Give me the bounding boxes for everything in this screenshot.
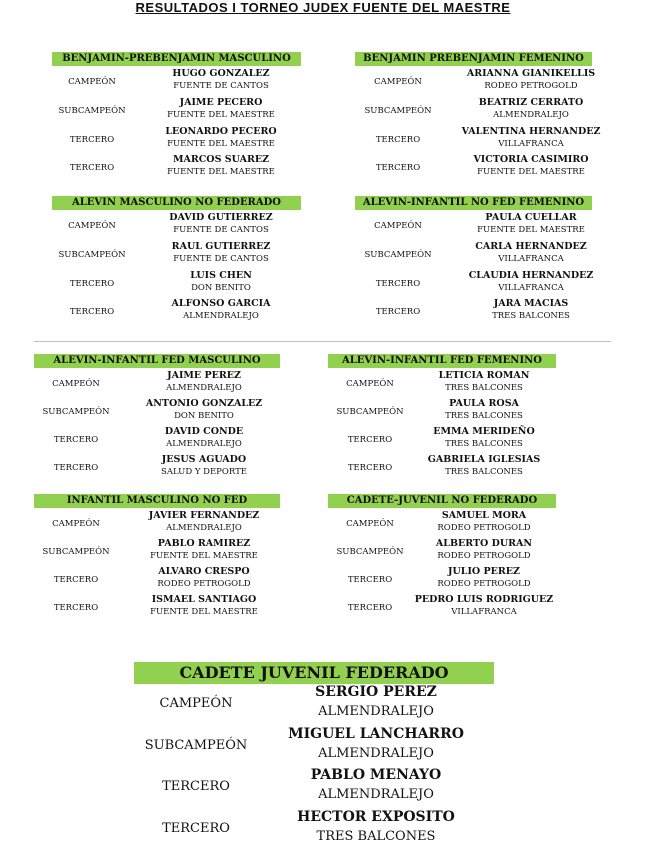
athlete-name: DAVID GUTIERREZ <box>169 212 273 223</box>
athlete-club: RODEO PETROGOLD <box>437 579 531 589</box>
result-row <box>34 508 290 536</box>
category-header: BENJAMIN-PREBENJAMIN MASCULINO <box>52 52 301 66</box>
result-position: CAMPEÓN <box>346 519 394 529</box>
result-position: TERCERO <box>162 820 230 836</box>
athlete-name: LEONARDO PECERO <box>165 125 277 137</box>
result-position: CAMPEÓN <box>52 519 100 529</box>
athlete-club: VILLAFRANCA <box>451 607 517 617</box>
athlete-club: VILLAFRANCA <box>498 282 564 293</box>
section-divider <box>34 341 611 342</box>
athlete-club: ALMENDRALEJO <box>183 311 259 322</box>
result-row <box>328 396 556 424</box>
athlete-club: TRES BALCONES <box>316 828 436 844</box>
result-row <box>52 124 302 153</box>
result-position: TERCERO <box>375 307 421 318</box>
category-header: BENJAMIN PREBENJAMIN FEMENINO <box>355 52 592 66</box>
result-row <box>328 508 556 536</box>
athlete-name: HUGO GONZALEZ <box>172 68 270 79</box>
result-position: SUBCAMPEÓN <box>364 249 432 260</box>
athlete-name: JARA MACIAS <box>493 298 569 310</box>
athlete-name: PEDRO LUIS RODRIGUEZ <box>414 594 554 605</box>
athlete-club: FUENTE DEL MAESTRE <box>477 167 585 178</box>
result-position: TERCERO <box>375 134 421 145</box>
result-row <box>328 368 556 396</box>
athlete-name: JAIME PECERO <box>179 96 263 108</box>
result-position: CAMPEÓN <box>374 77 422 87</box>
athlete-club: TRES BALCONES <box>445 411 523 421</box>
result-position: TERCERO <box>53 603 99 613</box>
athlete-name: HECTOR EXPOSITO <box>297 808 455 825</box>
athlete-name: CLAUDIA HERNANDEZ <box>468 269 594 281</box>
result-row <box>34 424 290 452</box>
athlete-club: ALMENDRALEJO <box>166 383 242 393</box>
result-row <box>52 239 302 268</box>
result-position: TERCERO <box>53 435 99 445</box>
category-block <box>52 196 302 325</box>
athlete-club: VILLAFRANCA <box>498 138 564 149</box>
athlete-club: ALMENDRALEJO <box>166 523 242 533</box>
athlete-club: FUENTE DE CANTOS <box>173 225 269 235</box>
athlete-name: BEATRIZ CERRATO <box>478 96 584 108</box>
result-position: TERCERO <box>347 463 393 473</box>
athlete-club: DON BENITO <box>191 282 251 293</box>
athlete-club: FUENTE DEL MAESTRE <box>150 551 258 561</box>
category-header: ALEVIN-INFANTIL FED FEMENINO <box>328 354 556 368</box>
result-row <box>34 368 290 396</box>
result-position: CAMPEÓN <box>68 77 116 87</box>
result-row <box>34 564 290 592</box>
result-position: CAMPEÓN <box>52 379 100 389</box>
athlete-club: ALMENDRALEJO <box>166 439 242 449</box>
athlete-club: FUENTE DEL MAESTRE <box>167 138 275 149</box>
athlete-club: FUENTE DEL MAESTRE <box>477 225 585 235</box>
athlete-club: ALMENDRALEJO <box>493 109 569 120</box>
category-block <box>328 494 556 620</box>
athlete-name: ARIANNA GIANIKELLIS <box>466 68 596 79</box>
category-header: CADETE JUVENIL FEDERADO <box>134 662 494 684</box>
category-header: ALEVIN MASCULINO NO FEDERADO <box>52 196 301 210</box>
athlete-name: JULIO PEREZ <box>448 566 520 577</box>
athlete-name: SERGIO PEREZ <box>315 684 437 700</box>
athlete-club: FUENTE DEL MAESTRE <box>150 607 258 617</box>
result-row <box>355 152 621 181</box>
athlete-club: FUENTE DE CANTOS <box>173 81 269 91</box>
athlete-name: MIGUEL LANCHARRO <box>288 725 464 742</box>
result-row <box>52 296 302 325</box>
result-position: SUBCAMPEÓN <box>58 105 126 116</box>
athlete-name: CARLA HERNANDEZ <box>475 240 587 252</box>
athlete-club: RODEO PETROGOLD <box>437 551 531 561</box>
category-block <box>34 354 290 480</box>
athlete-name: ALBERTO DURAN <box>435 538 533 549</box>
result-row <box>134 726 494 768</box>
athlete-club: RODEO PETROGOLD <box>484 81 578 91</box>
category-header: ALEVIN-INFANTIL NO FED FEMENINO <box>355 196 592 210</box>
result-row <box>52 152 302 181</box>
result-position: SUBCAMPEÓN <box>58 249 126 260</box>
athlete-name: LETICIA ROMAN <box>438 370 530 381</box>
athlete-name: JAIME PEREZ <box>167 370 241 381</box>
category-header: INFANTIL MASCULINO NO FED <box>34 494 280 508</box>
athlete-club: VILLAFRANCA <box>498 253 564 264</box>
category-block <box>134 662 494 850</box>
result-row <box>134 684 494 726</box>
result-row <box>355 66 621 95</box>
result-row <box>328 424 556 452</box>
result-position: TERCERO <box>53 463 99 473</box>
result-position: SUBCAMPEÓN <box>144 737 248 753</box>
result-position: SUBCAMPEÓN <box>336 547 404 557</box>
athlete-name: ANTONIO GONZALEZ <box>145 398 263 409</box>
athlete-name: SAMUEL MORA <box>441 510 527 521</box>
result-position: CAMPEÓN <box>346 379 394 389</box>
result-row <box>355 239 621 268</box>
athlete-club: FUENTE DE CANTOS <box>173 253 269 264</box>
category-block <box>34 494 290 620</box>
result-row <box>355 124 621 153</box>
athlete-name: PAULA CUELLAR <box>485 212 577 223</box>
category-header: CADETE-JUVENIL NO FEDERADO <box>328 494 556 508</box>
athlete-club: RODEO PETROGOLD <box>157 579 251 589</box>
result-position: TERCERO <box>162 779 230 794</box>
athlete-name: DAVID CONDE <box>164 426 244 437</box>
athlete-club: RODEO PETROGOLD <box>437 523 531 533</box>
athlete-name: PABLO RAMIREZ <box>157 538 251 549</box>
result-row <box>134 809 494 851</box>
athlete-club: DON BENITO <box>174 411 234 421</box>
athlete-club: SALUD Y DEPORTE <box>161 467 247 477</box>
result-position: SUBCAMPEÓN <box>42 547 110 557</box>
athlete-club: ALMENDRALEJO <box>318 787 434 802</box>
category-header: ALEVIN-INFANTIL FED MASCULINO <box>34 354 280 368</box>
athlete-name: VICTORIA CASIMIRO <box>473 154 589 166</box>
result-position: SUBCAMPEÓN <box>364 105 432 116</box>
result-row <box>328 592 556 620</box>
athlete-name: EMMA MERIDEÑO <box>433 426 535 437</box>
result-row <box>34 592 290 620</box>
result-row <box>52 210 302 239</box>
result-position: SUBCAMPEÓN <box>42 407 110 417</box>
athlete-name: ISMAEL SANTIAGO <box>151 594 257 605</box>
result-row <box>355 210 621 239</box>
result-row <box>328 452 556 480</box>
result-position: TERCERO <box>53 575 99 585</box>
result-row <box>34 452 290 480</box>
result-position: TERCERO <box>347 575 393 585</box>
athlete-name: JESUS AGUADO <box>161 454 247 465</box>
result-row <box>355 268 621 297</box>
result-position: TERCERO <box>69 307 115 318</box>
category-block <box>328 354 556 480</box>
athlete-name: PABLO MENAYO <box>310 767 442 783</box>
athlete-club: TRES BALCONES <box>445 439 523 449</box>
page-title: RESULTADOS I TORNEO JUDEX FUENTE DEL MAESTRE <box>135 0 511 15</box>
result-position: CAMPEÓN <box>374 221 422 231</box>
result-row <box>34 536 290 564</box>
result-position: CAMPEÓN <box>68 221 116 231</box>
result-row <box>52 66 302 95</box>
result-position: CAMPEÓN <box>159 696 233 711</box>
category-block <box>355 52 621 181</box>
athlete-club: FUENTE DEL MAESTRE <box>167 109 275 120</box>
result-position: SUBCAMPEÓN <box>336 407 404 417</box>
result-position: TERCERO <box>347 435 393 445</box>
athlete-club: ALMENDRALEJO <box>318 704 434 719</box>
athlete-club: TRES BALCONES <box>445 467 523 477</box>
result-row <box>52 95 302 124</box>
athlete-name: LUIS CHEN <box>190 269 252 281</box>
athlete-name: MARCOS SUAREZ <box>172 154 270 166</box>
athlete-club: TRES BALCONES <box>445 383 523 393</box>
result-row <box>328 536 556 564</box>
athlete-name: PAULA ROSA <box>449 398 519 409</box>
result-position: TERCERO <box>69 163 115 174</box>
result-position: TERCERO <box>347 603 393 613</box>
result-row <box>355 296 621 325</box>
category-block <box>52 52 302 181</box>
result-position: TERCERO <box>69 134 115 145</box>
result-position: TERCERO <box>375 163 421 174</box>
athlete-name: VALENTINA HERNANDEZ <box>461 125 601 137</box>
result-row <box>52 268 302 297</box>
athlete-name: ALVARO CRESPO <box>158 566 250 577</box>
result-position: TERCERO <box>69 278 115 289</box>
athlete-club: ALMENDRALEJO <box>318 745 434 761</box>
athlete-name: GABRIELA IGLESIAS <box>427 454 541 465</box>
result-row <box>355 95 621 124</box>
athlete-name: JAVIER FERNANDEZ <box>148 510 260 521</box>
result-position: TERCERO <box>375 278 421 289</box>
result-row <box>328 564 556 592</box>
athlete-name: RAUL GUTIERREZ <box>171 240 271 252</box>
athlete-name: ALFONSO GARCIA <box>171 298 271 310</box>
category-block <box>355 196 621 325</box>
athlete-club: TRES BALCONES <box>492 311 570 322</box>
result-row <box>34 396 290 424</box>
result-row <box>134 767 494 809</box>
athlete-club: FUENTE DEL MAESTRE <box>167 167 275 178</box>
